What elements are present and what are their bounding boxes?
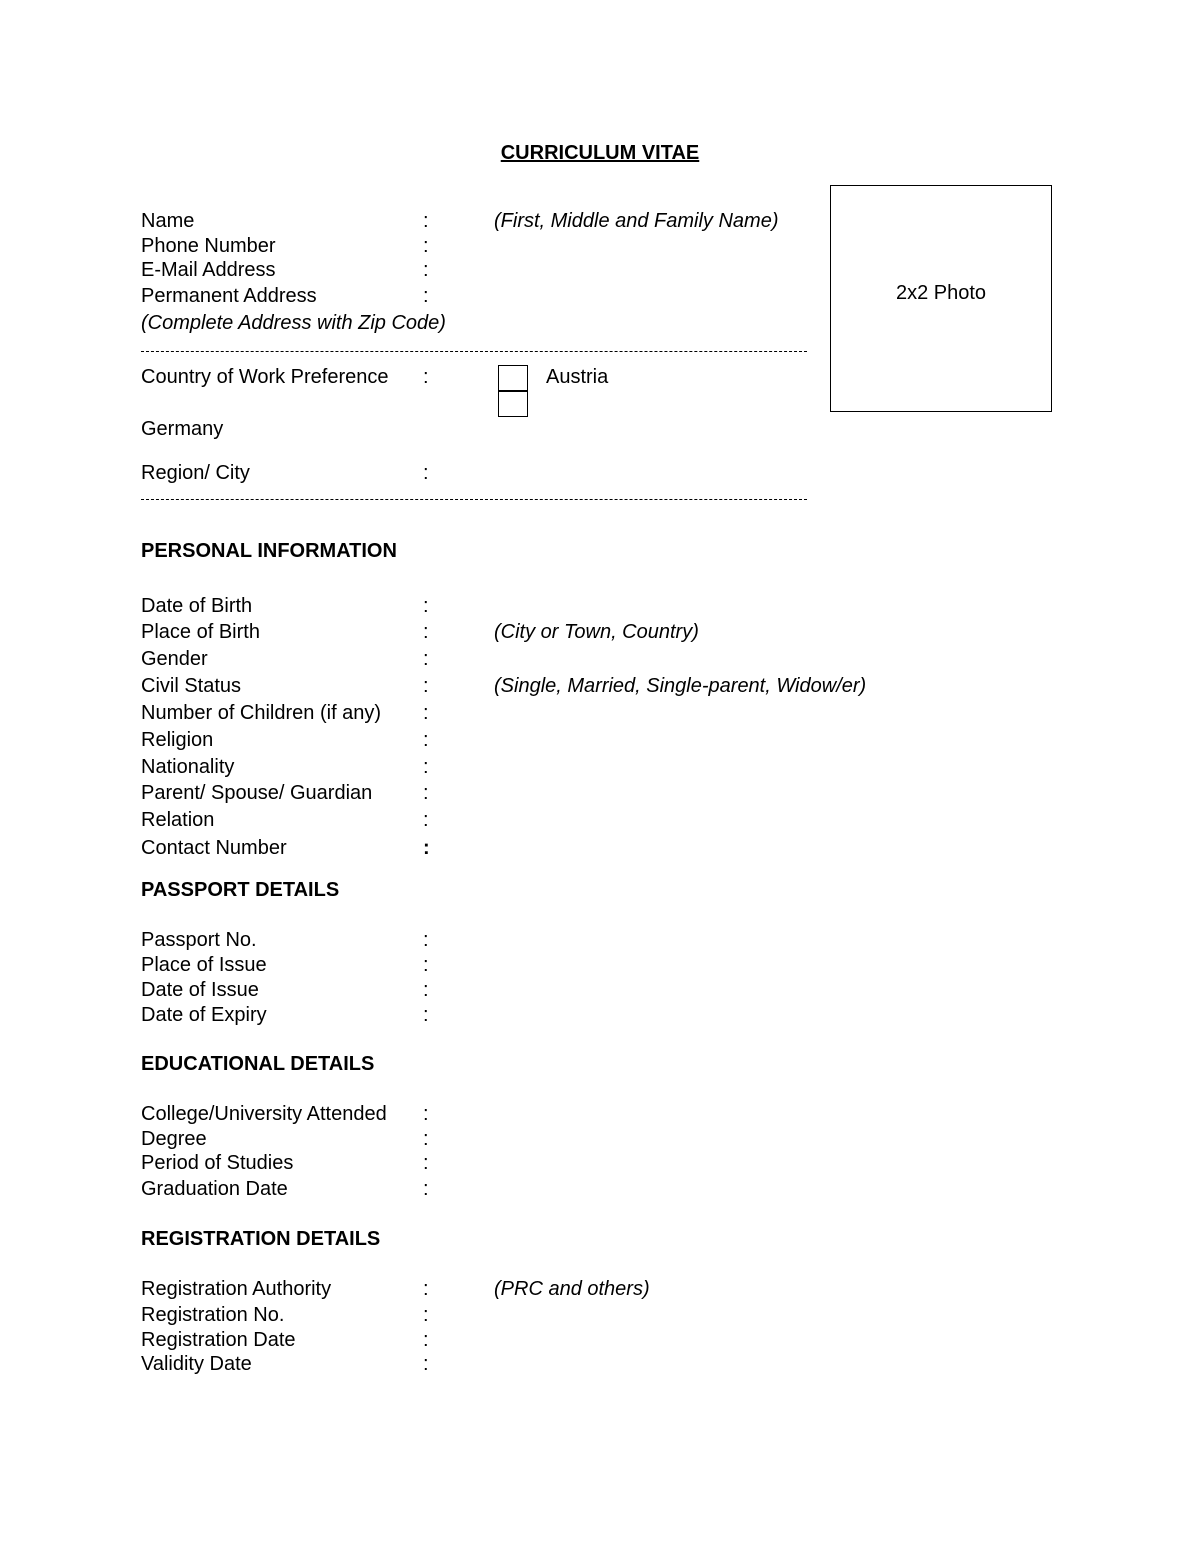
colon: : [423,675,429,697]
colon: : [423,259,429,281]
colon: : [423,929,429,951]
colon: : [423,210,429,232]
pob-label: Place of Birth [141,621,260,643]
colon: : [423,809,429,831]
passport-no-label: Passport No. [141,929,257,951]
gender-label: Gender [141,648,208,670]
colon: : [423,1304,429,1326]
passport-heading: PASSPORT DETAILS [141,879,340,901]
registration-authority-label: Registration Authority [141,1278,332,1300]
degree-label: Degree [141,1128,207,1150]
guardian-label: Parent/ Spouse/ Guardian [141,782,373,804]
colon: : [423,366,429,388]
contact-number-label: Contact Number [141,837,287,859]
colon: : [423,1103,429,1125]
place-of-issue-label: Place of Issue [141,954,267,976]
colon: : [423,1329,429,1351]
germany-option-label: Germany [141,418,224,440]
photo-label: 2x2 Photo [895,282,987,304]
registration-date-label: Registration Date [141,1329,296,1351]
address-label: Permanent Address [141,285,317,307]
colon: : [423,462,429,484]
date-of-issue-label: Date of Issue [141,979,259,1001]
name-label: Name [141,210,195,232]
validity-date-label: Validity Date [141,1353,252,1375]
colon: : [423,979,429,1001]
registration-heading: REGISTRATION DETAILS [141,1228,381,1250]
colon: : [423,702,429,724]
colon: : [423,1004,429,1026]
colon: : [423,1353,429,1375]
region-label: Region/ City [141,462,250,484]
colon: : [423,1128,429,1150]
name-hint: (First, Middle and Family Name) [494,210,779,232]
phone-label: Phone Number [141,235,276,257]
colon: : [423,595,429,617]
colon: : [423,1178,429,1200]
pob-hint: (City or Town, Country) [494,621,699,643]
relation-label: Relation [141,809,215,831]
education-heading: EDUCATIONAL DETAILS [141,1053,375,1075]
period-label: Period of Studies [141,1152,294,1174]
religion-label: Religion [141,729,214,751]
date-of-expiry-label: Date of Expiry [141,1004,267,1026]
civil-status-label: Civil Status [141,675,242,697]
registration-no-label: Registration No. [141,1304,285,1326]
children-label: Number of Children (if any) [141,702,382,724]
colon: : [423,837,430,859]
dob-label: Date of Birth [141,595,253,617]
colon: : [423,782,429,804]
germany-checkbox[interactable] [498,391,528,417]
colon: : [423,285,429,307]
austria-option-label: Austria [546,366,609,388]
colon: : [423,235,429,257]
nationality-label: Nationality [141,756,235,778]
colon: : [423,1278,429,1300]
graduation-label: Graduation Date [141,1178,288,1200]
colon: : [423,648,429,670]
email-label: E-Mail Address [141,259,276,281]
divider [141,351,807,352]
photo-placeholder [830,185,1052,412]
colon: : [423,729,429,751]
civil-status-hint: (Single, Married, Single-parent, Widow/er) [494,675,867,697]
college-label: College/University Attended [141,1103,387,1125]
registration-authority-hint: (PRC and others) [494,1278,650,1300]
colon: : [423,621,429,643]
divider [141,499,807,500]
page-title: CURRICULUM VITAE [500,142,700,164]
country-preference-label: Country of Work Preference [141,366,389,388]
colon: : [423,756,429,778]
colon: : [423,1152,429,1174]
austria-checkbox[interactable] [498,365,528,391]
address-hint: (Complete Address with Zip Code) [141,312,446,334]
colon: : [423,954,429,976]
personal-info-heading: PERSONAL INFORMATION [141,540,397,562]
